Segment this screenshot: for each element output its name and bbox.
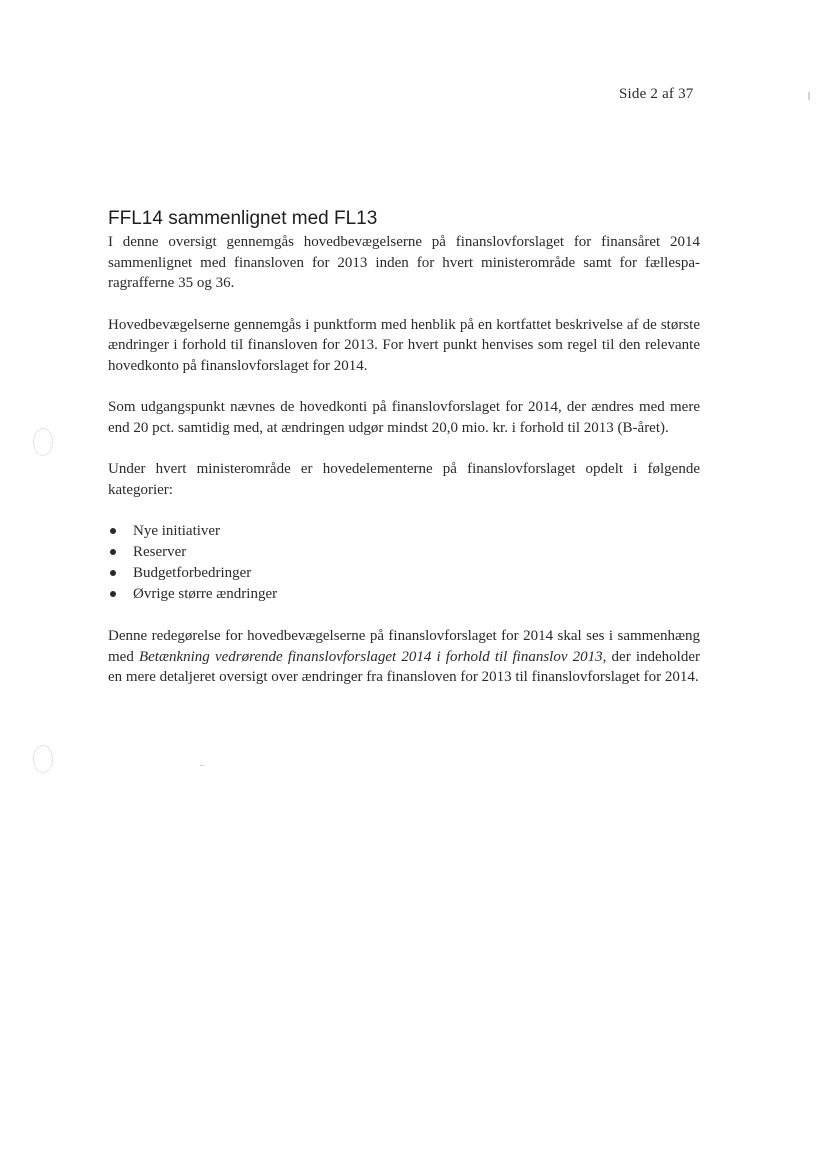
list-item <box>108 521 700 542</box>
category-label: Reserver <box>133 544 187 560</box>
category-label: Budgetforbedringer <box>133 565 252 581</box>
list-item <box>108 542 700 563</box>
punch-hole-mark <box>33 745 53 773</box>
reference-paragraph <box>108 626 700 688</box>
punch-hole-mark <box>33 428 53 456</box>
document-body <box>108 232 700 709</box>
section-heading: FFL14 sammenlignet med FL13 <box>108 208 378 229</box>
categories-intro-paragraph: Under hvert ministerområde er hovedelementerne på finanslovforslaget opdelt i følgende kategorier: <box>108 461 700 498</box>
threshold-paragraph: Som udgangspunkt nævnes de hovedkonti på finanslovforslaget for 2014, der ændres med mere end 20 pct. samtidig med, at ændringen udgør mindst 20,0 mio. kr. i forhold til 2013 (B-året). <box>108 399 700 436</box>
bullet-icon <box>110 591 116 597</box>
category-label: Nye initiativer <box>133 523 221 539</box>
intro-paragraph: I denne oversigt gennemgås hovedbevægelserne på finanslovforslaget for finansåret 2014 sammenlignet med finansloven for 2013 inden for hvert ministerområde samt for fællesparagrafferne 35 og 36. <box>108 234 700 291</box>
page-number: Side 2 af 37 <box>619 86 694 102</box>
reference-text-start: Denne redegørelse for hovedbevægelserne på finanslovforslaget for 2014 skal ses i sammenhæng med <box>108 628 700 665</box>
category-label: Øvrige større ændringer <box>133 586 278 602</box>
bullet-icon <box>110 549 116 555</box>
bullet-icon <box>110 528 116 534</box>
list-item <box>108 563 700 584</box>
scan-artifact <box>808 92 810 100</box>
reference-text-end: , der indeholder en mere detaljeret oversigt over ændringer fra finansloven for 2013 til finanslovforslaget for 2014. <box>108 648 701 685</box>
scan-artifact <box>200 765 204 766</box>
method-paragraph: Hovedbevægelserne gennemgås i punktform med henblik på en kortfattet beskrivelse af de største ændringer i forhold til finansloven for 2013. For hvert punkt henvises som regel til den relevante hovedkonto på finanslovforslaget for 2014. <box>108 316 700 374</box>
category-list <box>108 521 700 605</box>
reference-title: Betænkning vedrørende finanslovforslaget 2014 i forhold til finanslov 2013 <box>138 648 603 665</box>
list-item <box>108 584 700 605</box>
bullet-icon <box>110 570 116 576</box>
